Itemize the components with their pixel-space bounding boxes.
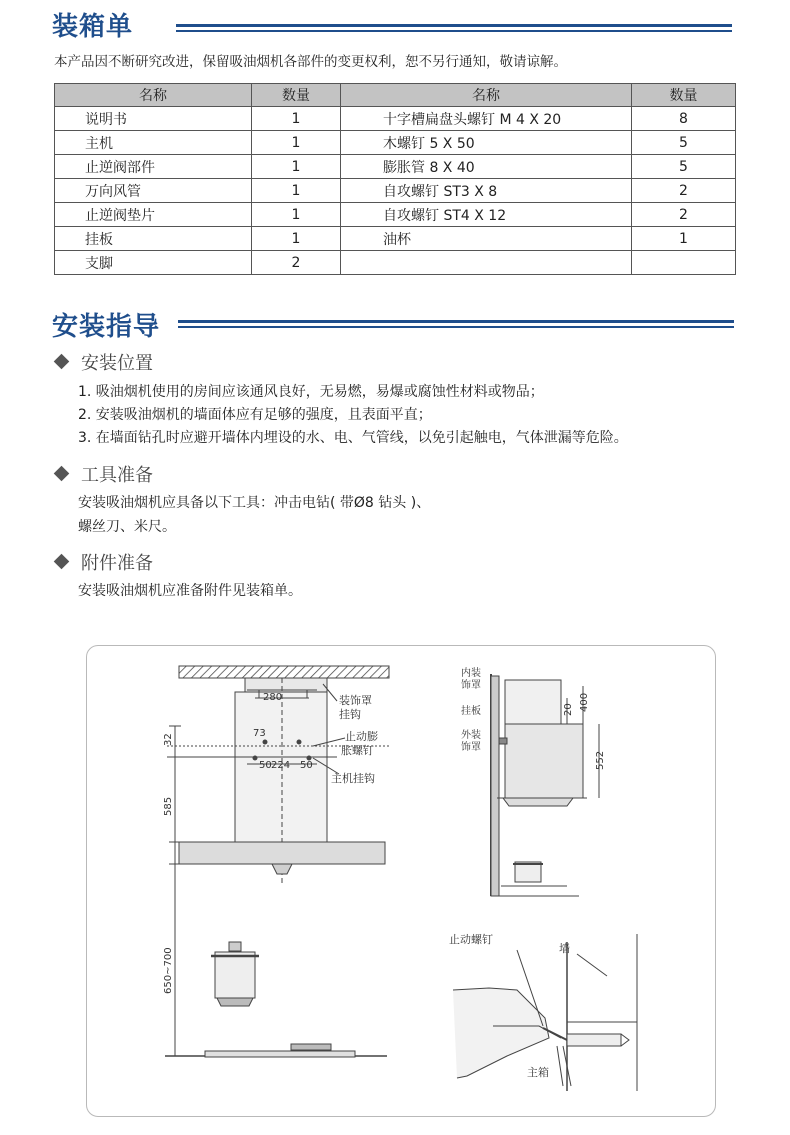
item-name: 止逆阀垫片	[55, 203, 252, 227]
item-name	[341, 251, 632, 275]
item-qty: 1	[252, 203, 341, 227]
label-wall: 墙	[559, 942, 570, 955]
diamond-bullet-icon	[54, 354, 70, 370]
dim-224: 224	[271, 760, 291, 771]
packing-table	[54, 83, 736, 275]
tools-line-1: 安装吸油烟机应具备以下工具：冲击电钻( 带Ø8 钻头 )、	[78, 495, 431, 511]
item-qty: 8	[632, 107, 736, 131]
table-row	[55, 251, 736, 275]
diamond-bullet-icon	[54, 466, 70, 482]
item-qty: 5	[632, 155, 736, 179]
label-cover-hook-2: 挂钩	[339, 708, 361, 721]
oil-cup	[272, 864, 292, 874]
table-row	[55, 107, 736, 131]
table-row	[55, 131, 736, 155]
item-qty: 2	[632, 203, 736, 227]
ceiling-hatch	[179, 666, 389, 678]
packing-list-title: 装箱单	[52, 12, 134, 42]
item-qty: 2	[632, 179, 736, 203]
item-qty: 2	[252, 251, 341, 275]
dim-552: 552	[595, 750, 606, 770]
inner-cover	[505, 680, 561, 724]
table-row	[55, 203, 736, 227]
cooktop	[205, 1051, 355, 1057]
item-qty: 1	[252, 155, 341, 179]
label-main-box: 主箱	[527, 1066, 549, 1079]
item-name: 膨胀管 8 X 40	[341, 155, 632, 179]
dim-650-700: 650~700	[163, 947, 174, 994]
accessories-line: 安装吸油烟机应准备附件见装箱单。	[78, 583, 302, 599]
dim-20: 20	[563, 703, 574, 716]
label-bolt-2: 胀螺钉	[341, 744, 374, 757]
label-inner-1: 内装	[461, 668, 481, 679]
item-name: 万向风管	[55, 179, 252, 203]
item-qty: 1	[252, 107, 341, 131]
position-item-2: 2. 安装吸油烟机的墙面体应有足够的强度，且表面平直；	[78, 407, 432, 423]
item-qty: 5	[632, 131, 736, 155]
installation-diagram	[87, 646, 715, 1116]
item-name: 自攻螺钉 ST3 X 8	[341, 179, 632, 203]
diamond-bullet-icon	[54, 554, 70, 570]
dim-50a: 50	[259, 760, 272, 771]
label-stop-screw: 止动螺钉	[449, 933, 493, 946]
hood-body	[179, 842, 385, 864]
table-row	[55, 179, 736, 203]
item-name: 油杯	[341, 227, 632, 251]
tools-heading	[56, 461, 153, 487]
dim-73: 73	[253, 728, 266, 739]
tools-line-2: 螺丝刀、米尺。	[78, 519, 176, 535]
label-outer-2: 饰罩	[461, 742, 481, 753]
dim-280: 280	[263, 692, 283, 703]
item-qty: 1	[252, 179, 341, 203]
table-row	[55, 155, 736, 179]
install-guide-title: 安装指导	[52, 312, 161, 342]
item-name: 挂板	[55, 227, 252, 251]
item-name: 说明书	[55, 107, 252, 131]
header-qty-2: 数量	[632, 84, 736, 107]
dim-32: 32	[163, 733, 174, 746]
item-name: 木螺钉 5 X 50	[341, 131, 632, 155]
tools-heading-text: 工具准备	[81, 465, 153, 486]
label-bolt-1: 止动膨	[345, 730, 378, 743]
outer-cover	[505, 724, 583, 798]
packing-notice: 本产品因不断研究改进，保留吸油烟机各部件的变更权利，恕不另行通知，敬请谅解。	[54, 54, 567, 70]
accessories-heading	[56, 549, 153, 575]
dim-400: 400	[579, 692, 590, 712]
item-qty	[632, 251, 736, 275]
position-item-3: 3. 在墙面钻孔时应避开墙体内埋设的水、电、气管线，以免引起触电，气体泄漏等危险。	[78, 430, 628, 446]
position-heading-text: 安装位置	[81, 353, 153, 374]
header-qty-1: 数量	[252, 84, 341, 107]
installation-diagram-panel	[86, 645, 716, 1117]
label-main-hook: 主机挂钩	[331, 772, 375, 785]
item-name: 自攻螺钉 ST4 X 12	[341, 203, 632, 227]
item-name: 止逆阀部件	[55, 155, 252, 179]
packing-header-row	[55, 84, 736, 107]
item-name: 十字槽扁盘头螺钉 M 4 X 20	[341, 107, 632, 131]
dim-50b: 50	[300, 760, 313, 771]
pot	[215, 952, 255, 998]
header-name-1: 名称	[55, 84, 252, 107]
dim-585: 585	[163, 796, 174, 816]
table-row	[55, 227, 736, 251]
label-outer-1: 外装	[461, 730, 481, 741]
packing-title-rule	[176, 24, 732, 32]
accessories-heading-text: 附件准备	[81, 553, 153, 574]
item-qty: 1	[632, 227, 736, 251]
front-view	[165, 666, 389, 1057]
item-name: 支脚	[55, 251, 252, 275]
item-qty: 1	[252, 131, 341, 155]
install-guide-rule	[178, 320, 734, 328]
position-item-1: 1. 吸油烟机使用的房间应该通风良好，无易燃，易爆或腐蚀性材料或物品；	[78, 384, 544, 400]
header-name-2: 名称	[341, 84, 632, 107]
label-plate: 挂板	[461, 706, 481, 717]
label-cover-hook-1: 装饰罩	[339, 694, 372, 707]
item-qty: 1	[252, 227, 341, 251]
position-heading	[56, 349, 153, 375]
item-name: 主机	[55, 131, 252, 155]
label-inner-2: 饰罩	[461, 680, 481, 691]
